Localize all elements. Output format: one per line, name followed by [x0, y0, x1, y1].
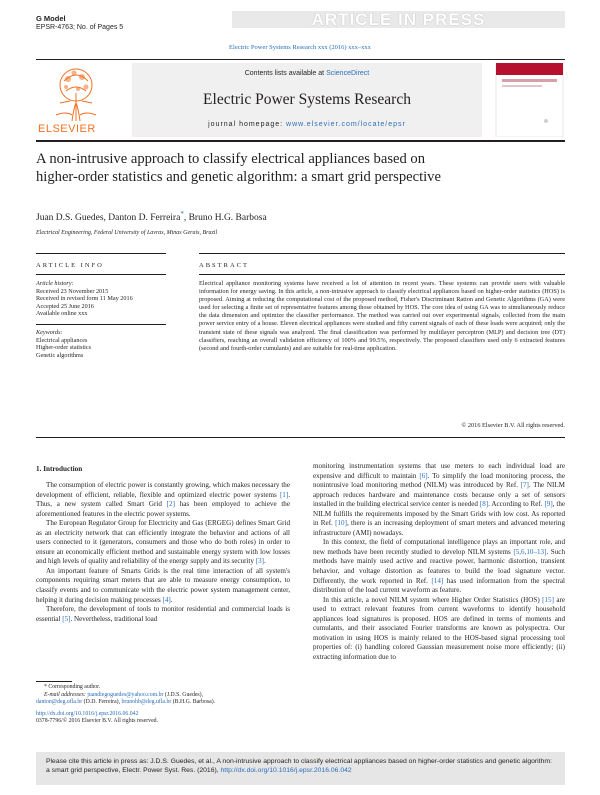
citation-doi-link[interactable]: http://dx.doi.org/10.1016/j.epsr.2016.06.042 [220, 767, 352, 774]
abstract-rule [199, 274, 565, 275]
journal-homepage: journal homepage: www.elsevier.com/locate/epsr [208, 121, 406, 128]
corresponding-author-mark[interactable]: * [180, 210, 184, 218]
journal-masthead [36, 63, 565, 137]
left-column [36, 481, 290, 624]
article-info-heading: ARTICLE INFO [36, 262, 104, 269]
contents-available: Contents lists available at ScienceDirect [244, 70, 370, 77]
journal-name: Electric Power Systems Research [203, 91, 411, 108]
citation-link[interactable]: [10] [335, 519, 347, 528]
citation-link[interactable]: [2] [166, 500, 175, 509]
keywords-label: Keywords: [36, 328, 63, 336]
citation-link[interactable]: [7] [520, 481, 529, 490]
footnote-rule [36, 681, 72, 682]
paragraph: monitoring instrumentation systems that use meters to each individual load are expensive and difficult to maintain [6]. To simplify the load monitoring process, the nonintrusive load monitoring method (NILM) was introduced by Ref. [7]. The NILM approach reduces hardware and maintenance costs because only a set of sensors installed in the building electrical service center is needed [8]. According to Ref. [9], the NILM fulfills the requirements imposed by the Smart Grids with low cost. As reported in Ref. [10], there is an increasing deployment of smart meters and advanced metering infrastructure (AMI) nowadays. [313, 462, 566, 537]
revised-date: Received in revised form 11 May 2016 [36, 295, 133, 303]
citation-link[interactable]: [3] [255, 557, 265, 566]
sciencedirect-link[interactable]: ScienceDirect [326, 70, 370, 77]
paragraph: The European Regulator Group for Electricity and Gas (ERGEG) defines Smart Grid as an electricity network that can efficiently integrate the behavior and actions of all users connected to it (generators, consumers and those who do both roles) in order to ensure an economically efficient method and sustainable energy system with low losses and high levels of quality and reliability of the energy supply and its security [3]. [36, 519, 290, 566]
masthead-rule [36, 140, 565, 142]
right-column [313, 462, 565, 662]
article-info-rule [36, 274, 166, 275]
paragraph: The consumption of electric power is constantly growing, which makes necessary the development of efficient, reliable, flexible and optimized electric power systems [1]. Thus, a new system called Smart Grid [2] has been employed to achieve the aforementioned features in the electric power systems. [36, 481, 290, 518]
manuscript-code: EPSR-4763; [36, 24, 75, 31]
abstract-text: Electrical appliance monitoring systems have received a lot of attention in recent years. These systems can provide users with valuable information for energy saving. In this article, a non-intrusive approach to classify electrical appliances based on higher-order statistics (HOS) is proposed. Aiming at reducing the computational cost of the proposed method, Fisher's Discriminant Ration and Genetic Algorithms (GA) were used for selecting a finite set of representative features among those obtained by HOS. The core idea of using GA was to simultaneously reduce the data dimension and optimize the classifier performance. The method was carried out over experimental signals, collected from the main power service entry of a house. Eleven electrical appliances were studied and fifty current signals of each of these loads were acquired; only the transient state of these signals was analyzed. The final classification was performed by multilayer perceptron (MLP) and decision tree (DT) classifiers, reaching an overall validation efficiency of 100% and 99.5%, respectively. The proposed classifiers used only 6 extracted features (second and fourth-order cumulants) and are suitable for real-time application. [199, 280, 565, 352]
keyword: Electrical appliances [36, 336, 88, 344]
history-label: Article history: [36, 280, 74, 287]
online-date: Available online xxx [36, 310, 88, 318]
article-in-press-banner: ARTICLE IN PRESS [232, 11, 565, 28]
email-link[interactable]: brunohb@deg.ufla.br [121, 699, 172, 706]
journal-cover-thumbnail [494, 63, 565, 137]
article-info [36, 280, 166, 359]
corresponding-author-note: * Corresponding author. [44, 684, 101, 690]
page-header [0, 0, 600, 40]
article-info-top-rule [36, 253, 166, 254]
author-list: Juan D.S. Guedes, Danton D. Ferreira*, Bruno H.G. Barbosa [36, 210, 267, 224]
gmodel-label: G Model [36, 14, 66, 23]
citation-link[interactable]: [1] [279, 490, 289, 499]
email-link[interactable]: danton@deg.ufla.br [36, 699, 83, 706]
received-date: Received 23 November 2015 [36, 287, 109, 295]
publisher-logo-text: ELSEVIER [38, 123, 96, 135]
keyword: Higher-order statistics [36, 344, 92, 352]
keyword: Genetic algorithms [36, 351, 84, 359]
header-rule [36, 59, 565, 60]
affiliation: Electrical Engineering, Federal University of Lavras, Minas Gerais, Brazil [36, 230, 218, 236]
footnote [36, 684, 290, 726]
manuscript-id [36, 14, 123, 32]
journal-homepage-link[interactable]: www.elsevier.com/locate/epsr [286, 121, 406, 128]
citation-link[interactable]: [9] [544, 500, 553, 509]
email-link[interactable]: juandiegoguedes@yahoo.com.br [87, 691, 164, 698]
citation-link[interactable]: [5] [62, 614, 71, 623]
doi-link[interactable]: http://dx.doi.org/10.1016/j.epsr.2016.06.042 [36, 710, 139, 717]
email-addresses-cont: danton@deg.ufla.br (D.D. Ferreira), brunohb@deg.ufla.br (B.H.G. Barbosa). [36, 699, 216, 706]
keywords-rule [36, 324, 166, 325]
citation-link[interactable]: [15] [542, 595, 554, 604]
section-heading-introduction: 1. Introduction [36, 465, 83, 473]
accepted-date: Accepted 25 June 2016 [36, 302, 94, 310]
citation-link[interactable]: [14] [431, 576, 444, 585]
paragraph: Therefore, the development of tools to monitor residential and commercial loads is essential [5]. Nevertheless, traditional load [36, 605, 290, 623]
issn-line: 0378-7796/© 2016 Elsevier B.V. All rights reserved. [36, 718, 158, 725]
journal-title-block [132, 63, 482, 137]
abstract-heading: ABSTRACT [199, 262, 249, 269]
paragraph: In this context, the field of computational intelligence plays an important role, and new methods have been recently studied to develop NILM systems [5,6,10–13]. Such methods have mainly used active and reactive power, harmonic distortion, transient behavior, and voltage distortion as features to build the load signature vector. Differently, the work reported in Ref. [14] has used information from the spectral distribution of the load current waveform as feature. [313, 538, 565, 595]
page-count: No. of Pages 5 [76, 24, 124, 31]
citation-link[interactable]: [8] [479, 500, 489, 509]
abstract-top-rule [199, 253, 565, 254]
citation-box: Please cite this article in press as: J.D.S. Guedes, et al., A non-intrusive approach to classify electrical appliances based on higher-order statistics and genetic algorithm: a smart grid perspective, Electr. Power Syst. Res. (2016), http://dx.doi.org/10.1016/j.epsr.2016.06.042 [36, 752, 565, 785]
paragraph: In this article, a novel NILM system where Higher Order Statistics (HOS) [15] are used to extract relevant features from current waveforms to identify household appliances load signatures is proposed. HOS are defined in terms of moments and cumulants, and their associated Fourier transforms are known as polyspectra. Our motivation in using HOS is mainly related to the HOS-based signal processing tool properties of: (i) handling colored Gaussian measurement noise more efficiently; (ii) extracting information due to [313, 595, 565, 661]
abstract-copyright: © 2016 Elsevier B.V. All rights reserved. [461, 422, 565, 429]
journal-reference[interactable]: Electric Power Systems Research xxx (2016) xxx–xxx [229, 44, 371, 51]
citation-link[interactable]: [5,6,10–13] [513, 547, 547, 556]
citation-link[interactable]: [6] [419, 471, 428, 480]
article-title: A non-intrusive approach to classify electrical appliances based on higher-order statistics and genetic algorithm: a smart grid perspective [36, 151, 441, 185]
abstract-bottom-rule [36, 437, 565, 438]
paragraph: An important feature of Smarts Grids is the real time interaction of all system's components requiring smart meters that are able to measure energy consumption, to classify events and to communicate with the electric power system management center, helping it during decision making processes [4]. [36, 566, 290, 604]
citation-link[interactable]: [4] [162, 595, 171, 604]
email-addresses: E-mail addresses: juandiegoguedes@yahoo.com.br (J.D.S. Guedes), [44, 691, 204, 698]
